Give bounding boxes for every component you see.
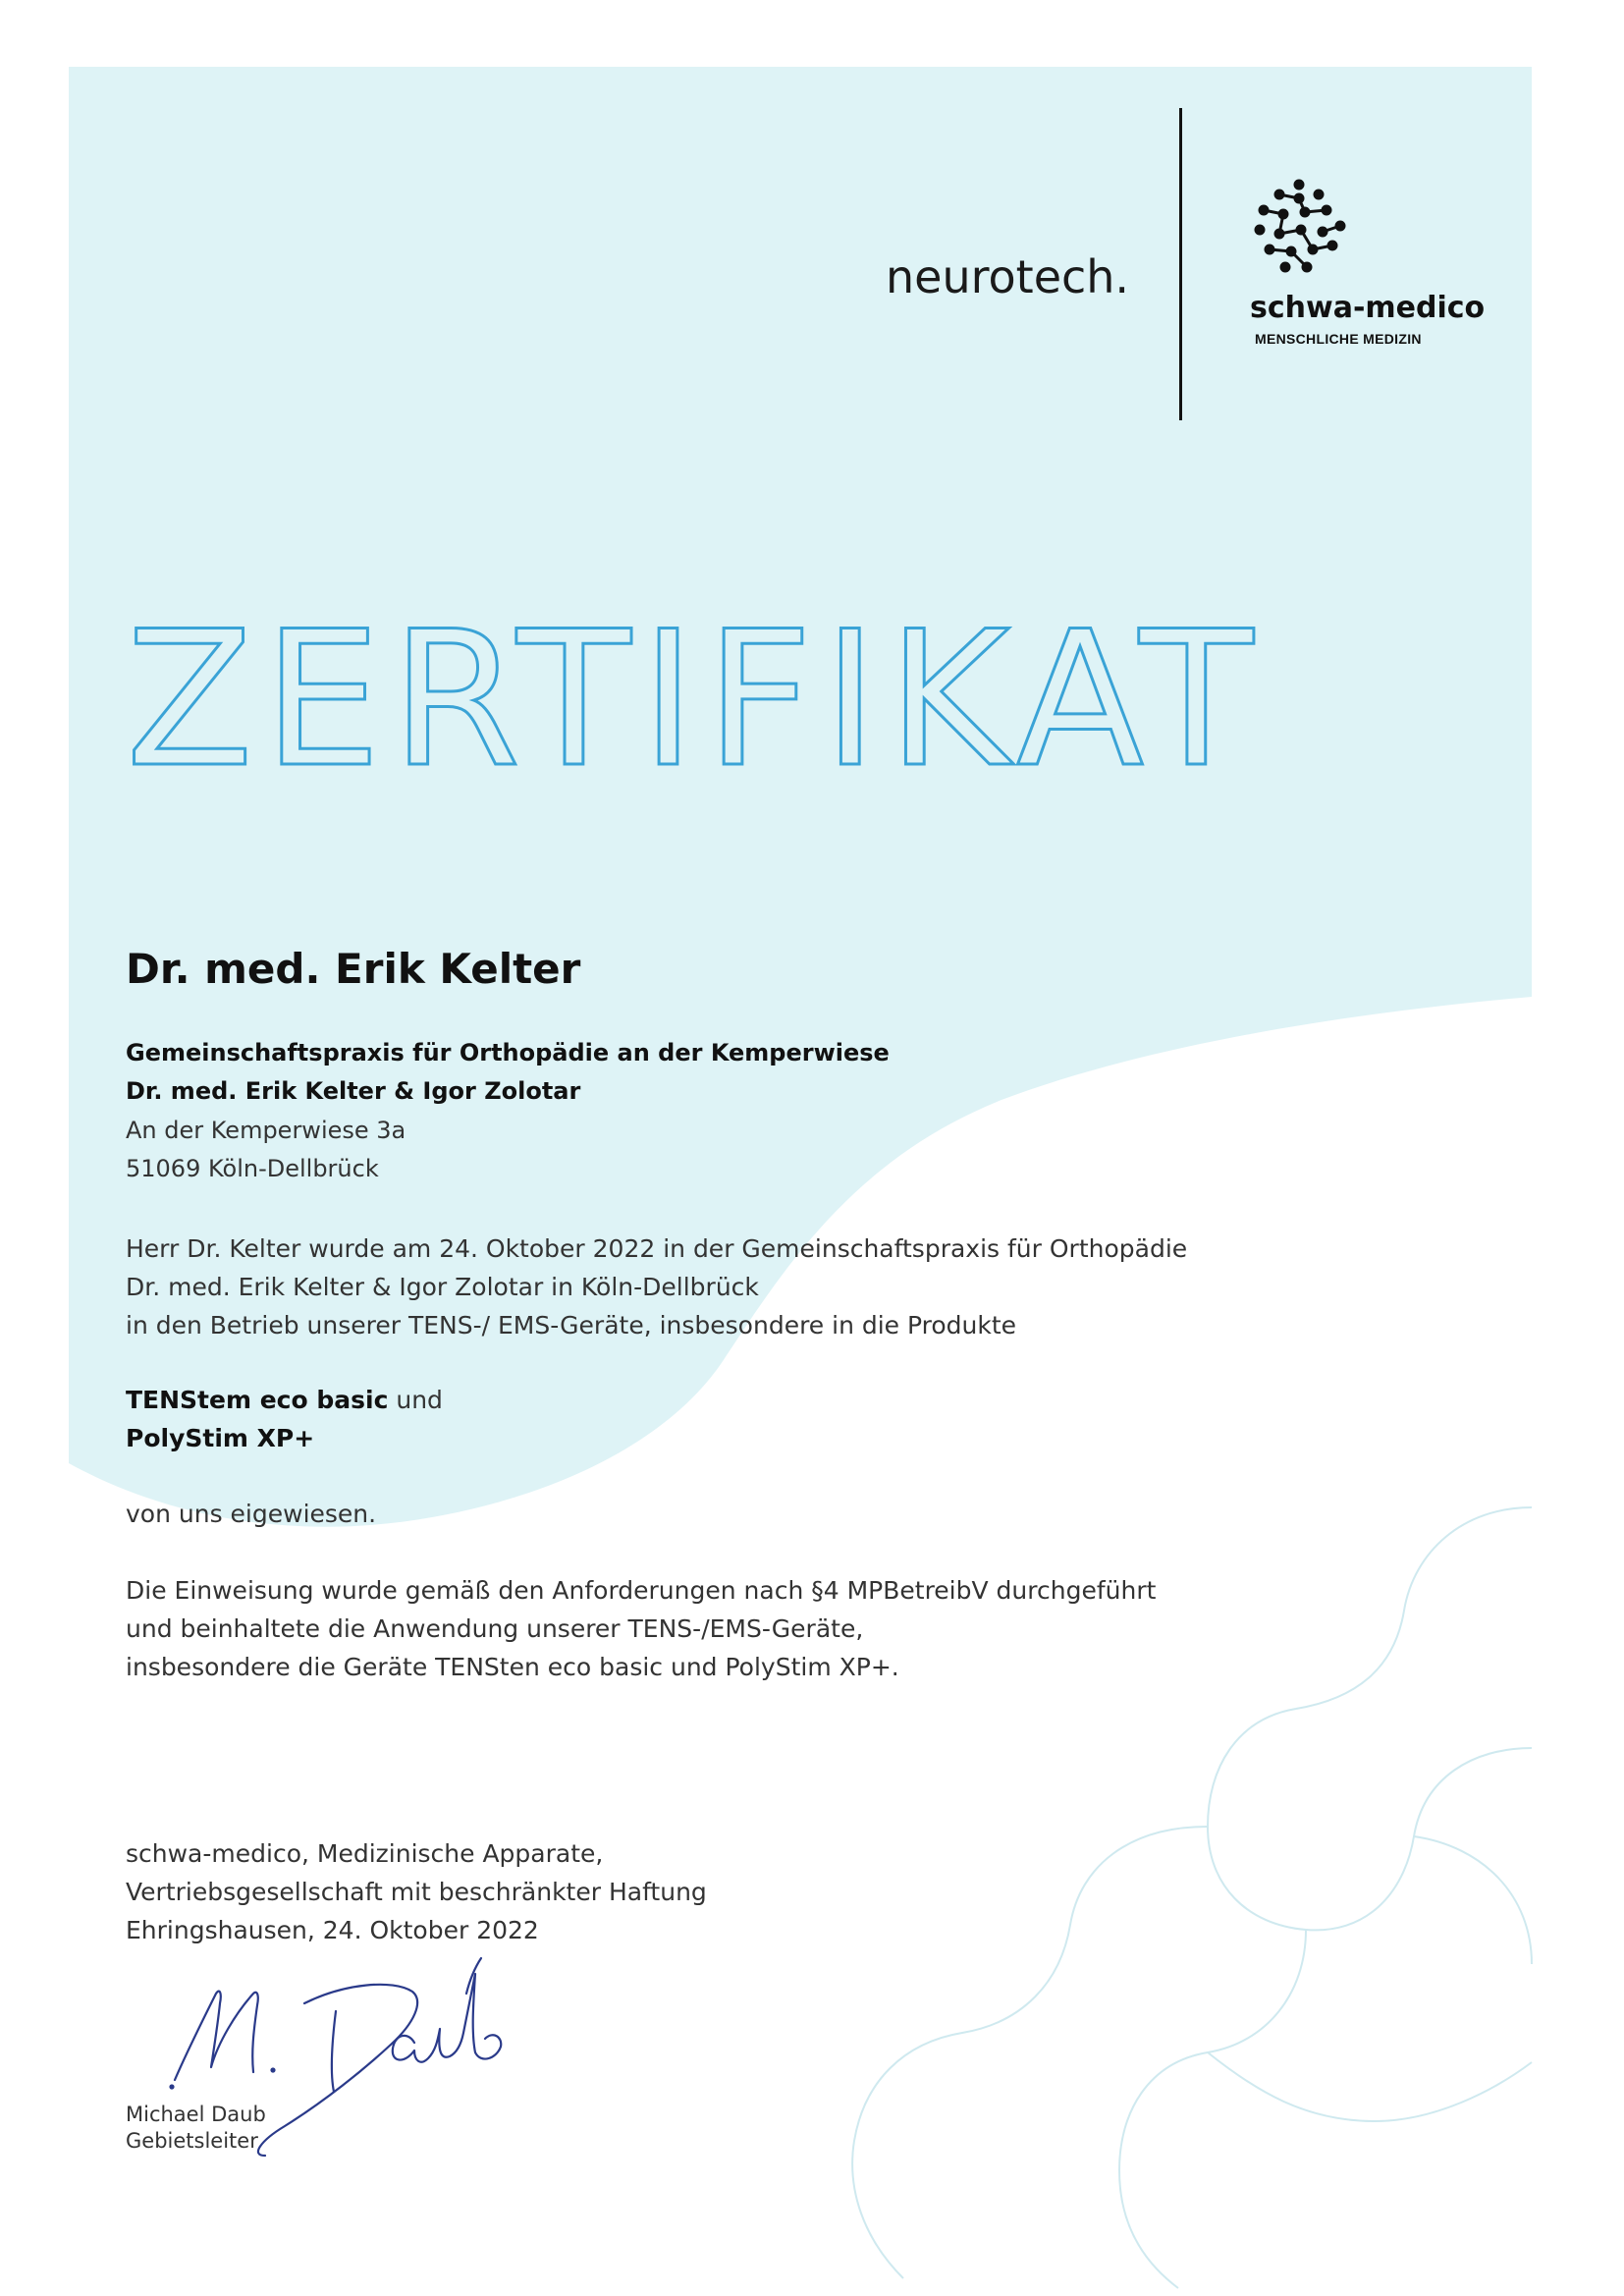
practice-city: 51069 Köln-Dellbrück bbox=[126, 1155, 379, 1182]
issuer-line: Ehringshausen, 24. Oktober 2022 bbox=[126, 1916, 539, 1944]
detail-line: und beinhaltete die Anwendung unserer TENS-/EMS-Geräte, bbox=[126, 1614, 864, 1643]
issuer-line: schwa-medico, Medizinische Apparate, bbox=[126, 1839, 604, 1868]
product-connector: und bbox=[388, 1386, 443, 1414]
issuer-block bbox=[126, 1834, 707, 1949]
detail-line: insbesondere die Geräte TENSten eco basic und PolyStim XP+. bbox=[126, 1653, 899, 1681]
product-line-1 bbox=[126, 1381, 443, 1419]
schwa-medico-tagline: MENSCHLICHE MEDIZIN bbox=[1255, 331, 1422, 347]
detail-paragraph bbox=[126, 1571, 1156, 1686]
closing-line: von uns eigewiesen. bbox=[126, 1500, 377, 1528]
issuer-line: Vertriebsgesellschaft mit beschränkter Haftung bbox=[126, 1878, 707, 1906]
practice-street: An der Kemperwiese 3a bbox=[126, 1117, 406, 1144]
signer-name: Michael Daub bbox=[126, 2103, 266, 2126]
product-2: PolyStim XP+ bbox=[126, 1424, 315, 1452]
recipient-name: Dr. med. Erik Kelter bbox=[126, 945, 581, 993]
product-1: TENStem eco basic bbox=[126, 1386, 389, 1414]
signer-block bbox=[126, 2102, 266, 2155]
intro-line: Dr. med. Erik Kelter & Igor Zolotar in Köln-Dellbrück bbox=[126, 1273, 759, 1301]
practice-partners: Dr. med. Erik Kelter & Igor Zolotar bbox=[126, 1077, 581, 1105]
practice-name: Gemeinschaftspraxis für Orthopädie an der Kemperwiese bbox=[126, 1039, 890, 1066]
schwa-medico-logo-icon bbox=[1250, 177, 1348, 275]
intro-paragraph bbox=[126, 1230, 1187, 1344]
product-list bbox=[126, 1381, 443, 1457]
detail-line: Die Einweisung wurde gemäß den Anforderungen nach §4 MPBetreibV durchgeführt bbox=[126, 1576, 1157, 1605]
schwa-medico-logo-text: schwa-medico bbox=[1250, 291, 1486, 325]
logo-divider bbox=[1179, 108, 1182, 420]
signer-role: Gebietsleiter bbox=[126, 2129, 258, 2153]
intro-line: Herr Dr. Kelter wurde am 24. Oktober 2022 in der Gemeinschaftspraxis für Orthopädie bbox=[126, 1234, 1188, 1263]
intro-line: in den Betrieb unserer TENS-/ EMS-Geräte, insbesondere in die Produkte bbox=[126, 1311, 1017, 1339]
certificate-title: ZERTIFIKAT bbox=[126, 591, 1264, 808]
neurotech-logo: neurotech. bbox=[886, 250, 1130, 303]
